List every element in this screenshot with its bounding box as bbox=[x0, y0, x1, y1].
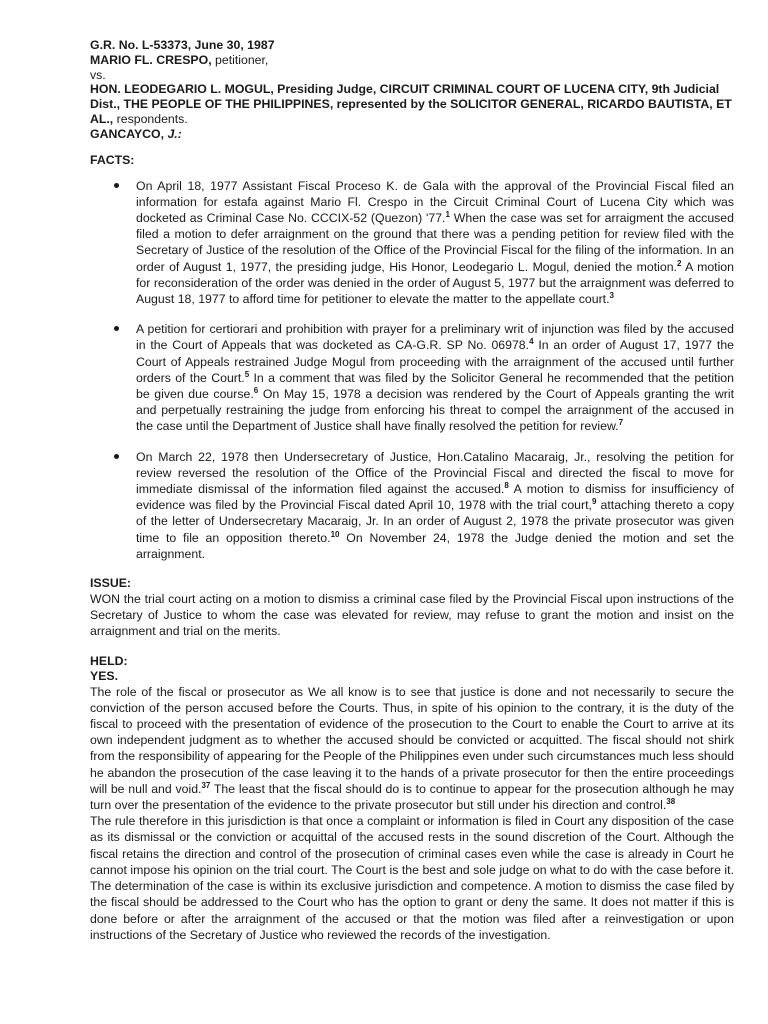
gr-number: G.R. No. L-53373, June 30, 1987 bbox=[90, 38, 275, 52]
footnote-ref[interactable]: 7 bbox=[618, 418, 624, 428]
fact-text: On April 18, 1977 Assistant Fiscal Proceso K. de Gala with the approval of the Provincial Fiscal filed an information for estafa against Mario Fl. Crespo in the Circuit Criminal Court of Lucena City which was docketed as Criminal Case No. CCCIX-52 (Quezon) '77.$^1$ When the case was set for arraigment the accused filed a motion to defer arraignment on the ground that there was a pending petition for review filed with the Secretary of Justice of the resolution of the Office of the Provincial Fiscal for the filing of the information. In an order of August 1, 1977, the presiding judge, His Honor, Leodegario L. Mogul, denied the motion.$^2$ A motion for reconsideration of the order was denied in the order of August 5, 1977 but the arraignment was deferred to August 18, 1977 to afford time for petitioner to elevate the matter to the appellate court.$^3$ bbox=[136, 178, 734, 306]
footnote-ref[interactable]: 1 bbox=[445, 209, 450, 219]
ponente-line bbox=[90, 127, 734, 142]
fact-text: On March 22, 1978 then Undersecretary of Justice, Hon.Catalino Macaraig, Jr., resolving the petition for review reversed the resolution of the Office of the Provincial Fiscal and directed the fiscal to move for immediate dismissal of the information filed against the accused.$^8$ A motion to dismiss for insufficiency of evidence was filed by the Provincial Fiscal dated April 10, 1978 with the trial court,$^9$ attaching thereto a copy of the letter of Undersecretary Macaraig, Jr. In an order of August 2, 1978 the private prosecutor was given time to file an opposition thereto.$^{10}$ On November 24, 1978 the Judge denied the motion and set the arraignment. bbox=[136, 449, 734, 561]
held-heading: HELD: bbox=[90, 653, 128, 668]
footnote-ref[interactable]: 6 bbox=[253, 385, 259, 395]
respondents-names: HON. LEODEGARIO L. MOGUL, Presiding Judge, CIRCUIT CRIMINAL COURT OF LUCENA CITY, 9th Judicial Dist., THE PEOPLE OF THE PHILIPPINES, represented by the SOLICITOR GENERAL, RICARDO BAUTISTA, ET AL., bbox=[90, 82, 732, 126]
footnote-ref[interactable]: 3 bbox=[609, 290, 614, 300]
footnote-ref[interactable]: 8 bbox=[504, 480, 509, 490]
ponente-name: GANCAYCO, bbox=[90, 126, 168, 141]
fact-item bbox=[90, 321, 734, 434]
petitioner-role: petitioner, bbox=[211, 52, 269, 67]
bullet-icon bbox=[114, 326, 119, 331]
footnote-ref[interactable]: 9 bbox=[591, 497, 597, 507]
respondents-role: respondents. bbox=[113, 111, 188, 126]
held-paragraph-2: The rule therefore in this jurisdiction is that once a complaint or information is filed in Court any disposition of the case as its dismissal or the conviction or acquittal of the accused rests in the sound discretion of the Court. Although the fiscal retains the direction and control of the prosecution of criminal cases even while the case is already in Court he cannot impose his opinion on the trial court. The Court is the best and sole judge on what to do with the case before it. The determination of the case is within its exclusive jurisdiction and competence. A motion to dismiss the case filed by the fiscal should be addressed to the Court who has the option to grant or deny the same. It does not matter if this is done before or after the arraignment of the accused or that the motion was filed after a reinvestigation or upon instructions of the Secretary of Justice who reviewed the records of the investigation. bbox=[90, 814, 734, 942]
facts-list bbox=[90, 178, 734, 562]
issue-text: WON the trial court acting on a motion to dismiss a criminal case filed by the Provincial Fiscal upon instructions of the Secretary of Justice to whom the case was elevated for review, may refuse to grant the motion and insist on the arraignment and trial on the merits. bbox=[90, 592, 734, 639]
versus-text: vs. bbox=[90, 67, 106, 82]
footnote-ref[interactable]: 5 bbox=[244, 369, 250, 379]
issue-heading: ISSUE: bbox=[90, 576, 131, 591]
footnote-ref[interactable]: 37 bbox=[201, 780, 211, 790]
fact-item bbox=[90, 178, 734, 308]
bullet-icon bbox=[114, 454, 119, 459]
case-header bbox=[90, 38, 734, 142]
footnote-ref[interactable]: 38 bbox=[666, 796, 676, 806]
fact-item bbox=[90, 449, 734, 562]
footnote-ref[interactable]: 10 bbox=[330, 529, 340, 539]
held-paragraph-1: The role of the fiscal or prosecutor as We all know is to see that justice is done and not necessarily to secure the conviction of the person accused before the Courts. Thus, in spite of his opinion to the contrary, it is the duty of the fiscal to proceed with the presentation of evidence of the prosecution to the Court to enable the Court to arrive at its own independent judgment as to whether the accused should be convicted or acquitted. The fiscal should not shirk from the responsibility of appearing for the People of the Philippines even under such circumstances much less should he abandon the prosecution of the case leaving it to the hands of a private prosecutor for then the entire proceedings will be null and void.$^{37}$ The least that the fiscal should do is to continue to appear for the prosecution although he may turn over the presentation of the evidence to the private prosecutor but still under his direction and control.$^{38}$ bbox=[90, 684, 734, 813]
respondents-line bbox=[90, 82, 734, 126]
bullet-icon bbox=[114, 183, 119, 188]
footnote-ref[interactable]: 2 bbox=[677, 258, 682, 268]
fact-text: A petition for certiorari and prohibition with prayer for a preliminary writ of injunction was filed by the accused in the Court of Appeals that was docketed as CA-G.R. SP No. 06978.$^4$ In an order of August 17, 1977 the Court of Appeals restrained Judge Mogul from proceeding with the arraignment of the accused until further orders of the Court.$^5$ In a comment that was filed by the Solicitor General he recommended that the petition be given due course.$^6$ On May 15, 1978 a decision was rendered by the Court of Appeals granting the writ and perpetually restraining the judge from enforcing his threat to compel the arraignment of the accused in the case until the Department of Justice shall have finally resolved the petition for review.$^7$ bbox=[136, 322, 734, 434]
facts-heading: FACTS: bbox=[90, 152, 135, 167]
footnote-ref[interactable]: 4 bbox=[529, 337, 534, 347]
ponente-title: J.: bbox=[167, 126, 182, 141]
held-answer: YES. bbox=[90, 668, 119, 683]
petitioner-line bbox=[90, 53, 734, 68]
petitioner-name: MARIO FL. CRESPO, bbox=[90, 52, 212, 67]
